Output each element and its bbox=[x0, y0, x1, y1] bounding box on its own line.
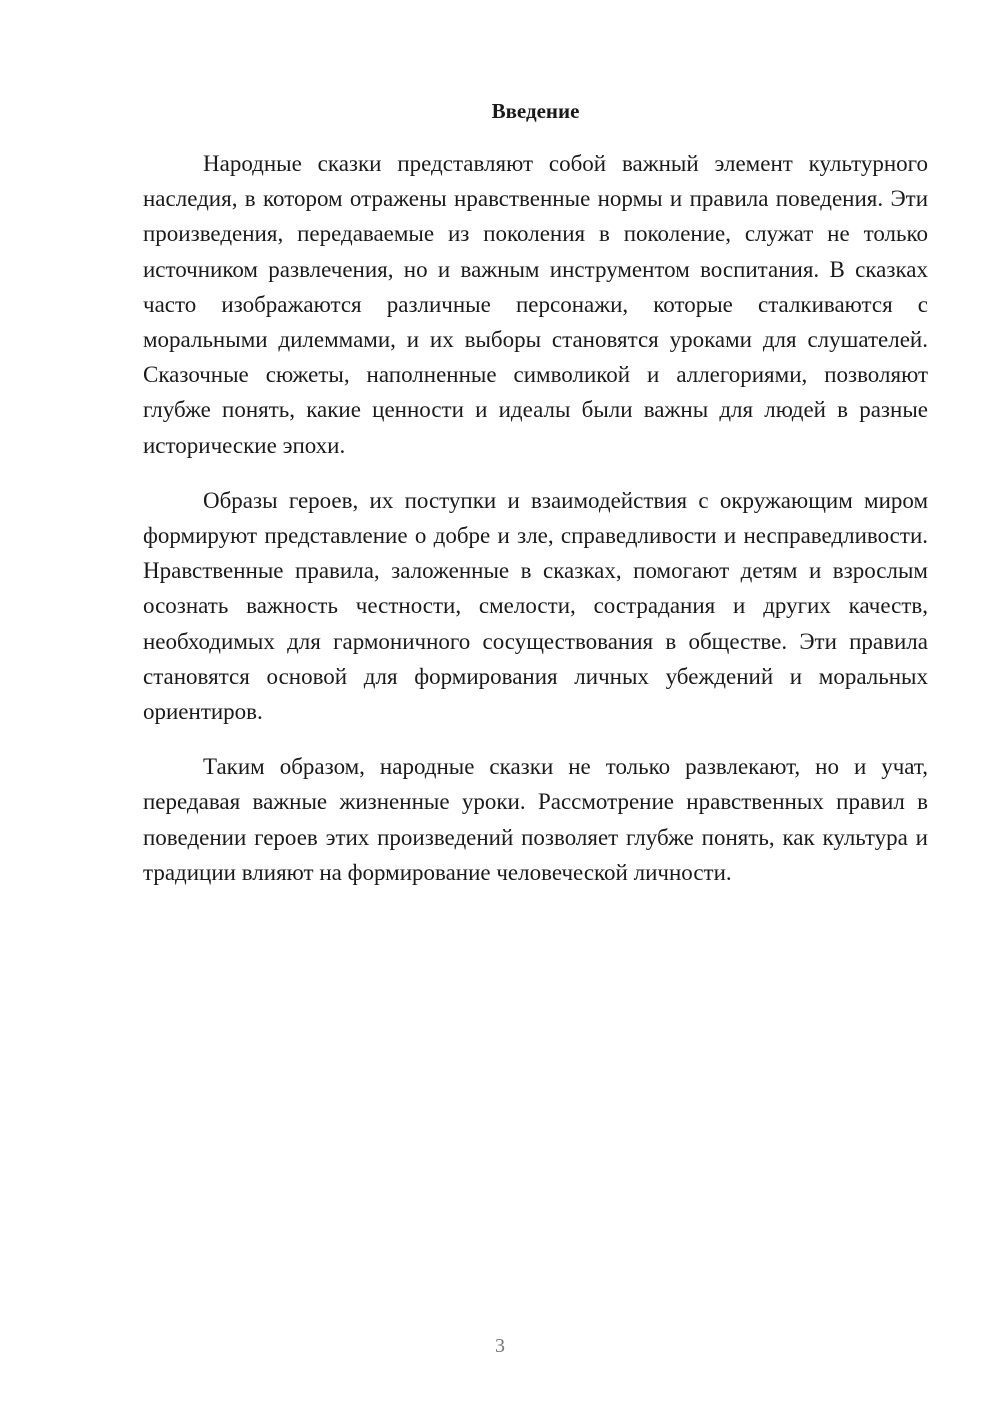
paragraph-3: Таким образом, народные сказки не только развлекают, но и учат, передавая важные жизненные уроки. Рассмотрение нравственных правил в поведении героев этих произведений позволяет глубже понять, как культура и традиции влияют на формирование человеческой личности. bbox=[143, 754, 928, 885]
page-content bbox=[143, 96, 928, 910]
page-number: 3 bbox=[495, 1335, 505, 1357]
paragraph-1: Народные сказки представляют собой важный элемент культурного наследия, в котором отражены нравственные нормы и правила поведения. Эти произведения, передаваемые из поколения в поколение, служат не только источником развлечения, но и важным инструментом воспитания. В сказках часто изображаются различные персонажи, которые сталкиваются с моральными дилеммами, и их выборы становятся уроками для слушателей. Сказочные сюжеты, наполненные символикой и аллегориями, позволяют глубже понять, какие ценности и идеалы были важны для людей в разные исторические эпохи. bbox=[143, 151, 928, 458]
paragraph-2: Образы героев, их поступки и взаимодействия с окружающим миром формируют представление о добре и зле, справедливости и несправедливости. Нравственные правила, заложенные в сказках, помогают детям и взрослым осознать важность честности, смелости, сострадания и других качеств, необходимых для гармоничного сосуществования в обществе. Эти правила становятся основой для формирования личных убеждений и моральных ориентиров. bbox=[143, 487, 928, 725]
section-title: Введение bbox=[491, 99, 580, 123]
